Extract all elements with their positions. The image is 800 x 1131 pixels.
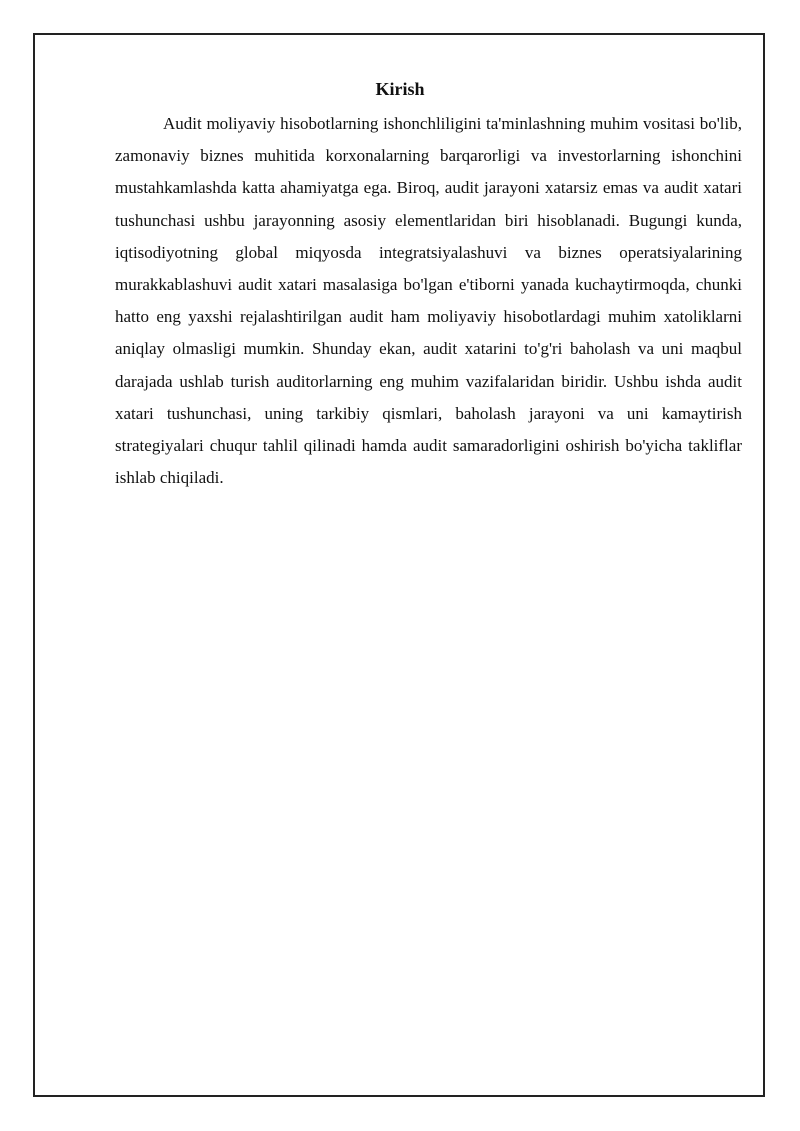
introduction-paragraph: Audit moliyaviy hisobotlarning ishonchliligini ta'minlashning muhim vositasi bo'lib, zamonaviy biznes muhitida korxonalarning barqarorligi va investorlarning ishonchini mustahkamlashda katta ahamiyatga ega. Biroq, audit jarayoni xatarsiz emas va audit xatari tushunchasi ushbu jarayonning asosiy elementlaridan biri hisoblanadi. Bugungi kunda, iqtisodiyotning global miqyosda integratsiyalashuvi va biznes operatsiyalarining murakkablashuvi audit xatari masalasiga bo'lgan e'tiborni yanada kuchaytirmoqda, chunki hatto eng yaxshi rejalashtirilgan audit ham moliyaviy hisobotlardagi muhim xatoliklarni aniqlay olmasligi mumkin. Shunday ekan, audit xatarini to'g'ri baholash va uni maqbul darajada ushlab turish auditorlarning eng muhim vazifalaridan biridir. Ushbu ishda audit xatari tushunchasi, uning tarkibiy qismlari, baholash jarayoni va uni kamaytirish strategiyalari chuqur tahlil qilinadi hamda audit samaradorligini oshirish bo'yicha takliflar ishlab chiqiladi.: [115, 114, 742, 488]
page-title: Kirish: [375, 79, 425, 99]
